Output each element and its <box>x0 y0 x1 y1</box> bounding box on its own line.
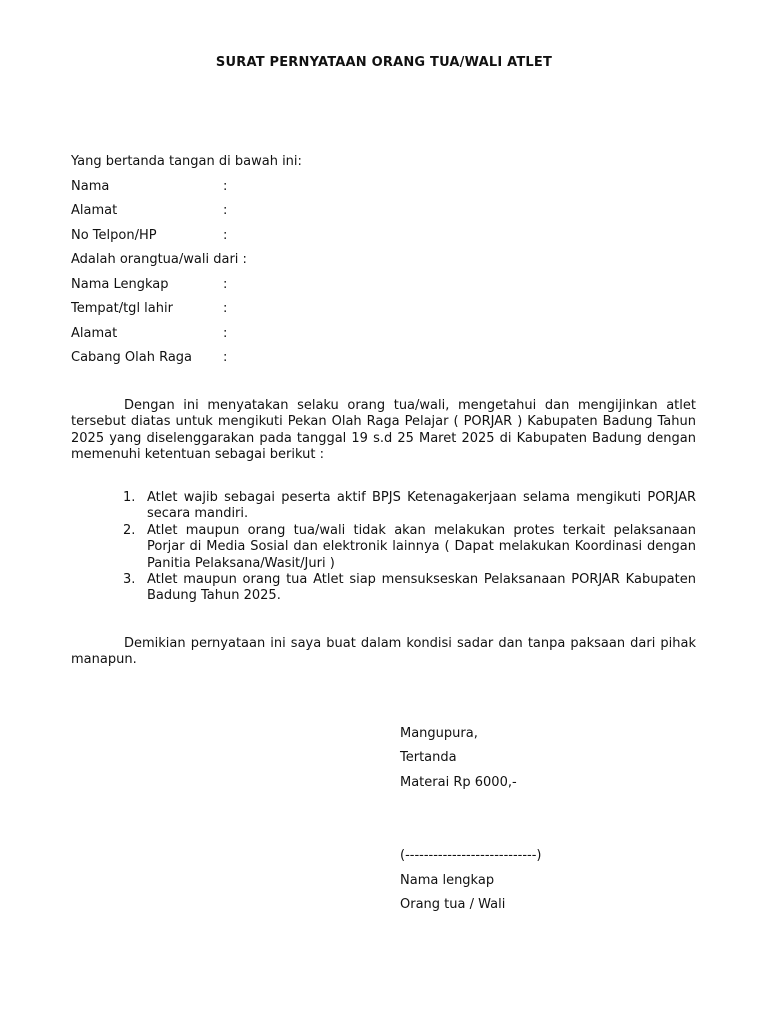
list-text: Atlet wajib sebagai peserta aktif BPJS Ketenagakerjaan selama mengikuti PORJAR secara mandiri. <box>147 490 696 522</box>
parent-field-phone <box>71 228 227 246</box>
list-number: 2. <box>123 522 136 538</box>
signature-role: Orang tua / Wali <box>400 897 506 912</box>
field-colon: : <box>223 277 228 292</box>
intro-text: Yang bertanda tangan di bawah ini: <box>71 154 302 169</box>
list-text: Atlet maupun orang tua Atlet siap mensukseskan Pelaksanaan PORJAR Kabupaten Badung Tahun 2025. <box>147 572 696 604</box>
list-number: 3. <box>123 572 136 588</box>
list-text: Atlet maupun orang tua/wali tidak akan melakukan protes terkait pelaksanaan Porjar di Media Sosial dan elektronik lainnya ( Dapat melakukan Koordinasi dengan Panitia Pelaksana/Wasit/Juri ) <box>147 522 696 571</box>
field-colon: : <box>223 203 228 218</box>
signature-line: (----------------------------) <box>400 848 542 863</box>
field-label: Tempat/tgl lahir <box>71 301 173 316</box>
athlete-field-sport <box>71 350 227 368</box>
statement-text: Dengan ini menyatakan selaku orang tua/wali, mengetahui dan mengijinkan atlet tersebut diatas untuk mengikuti Pekan Olah Raga Pelajar ( PORJAR ) Kabupaten Badung Tahun 2025 yang diselenggarakan pada tanggal 19 s.d 25 Maret 2025 di Kabupaten Badung dengan memenuhi ketentuan sebagai berikut : <box>71 398 696 463</box>
field-label: Nama Lengkap <box>71 277 169 292</box>
field-colon: : <box>223 301 228 316</box>
field-label: Nama <box>71 179 110 194</box>
signature-stamp: Materai Rp 6000,- <box>400 775 517 790</box>
closing-paragraph <box>71 636 696 669</box>
field-label: Cabang Olah Raga <box>71 350 192 365</box>
signature-place: Mangupura, <box>400 726 478 741</box>
document-title: SURAT PERNYATAAN ORANG TUA/WALI ATLET <box>215 55 553 70</box>
field-colon: : <box>223 326 228 341</box>
list-item <box>123 572 696 605</box>
field-colon: : <box>223 228 228 243</box>
parent-field-address <box>71 203 227 221</box>
closing-text: Demikian pernyataan ini saya buat dalam kondisi sadar dan tanpa paksaan dari pihak manapun. <box>71 636 696 668</box>
list-item <box>123 490 696 523</box>
parent-field-name <box>71 179 227 197</box>
field-label: Alamat <box>71 326 118 341</box>
field-label: Alamat <box>71 203 118 218</box>
field-colon: : <box>223 350 228 365</box>
athlete-field-address <box>71 326 227 344</box>
athlete-field-birth <box>71 301 227 319</box>
field-colon: : <box>223 179 228 194</box>
signature-name: Nama lengkap <box>400 873 495 888</box>
signature-signed: Tertanda <box>400 750 457 765</box>
athlete-subhead: Adalah orangtua/wali dari : <box>71 252 247 267</box>
field-label: No Telpon/HP <box>71 228 157 243</box>
athlete-field-fullname <box>71 277 227 295</box>
conditions-list <box>123 490 696 605</box>
list-number: 1. <box>123 490 136 505</box>
list-item <box>123 523 696 572</box>
statement-paragraph <box>71 398 696 464</box>
